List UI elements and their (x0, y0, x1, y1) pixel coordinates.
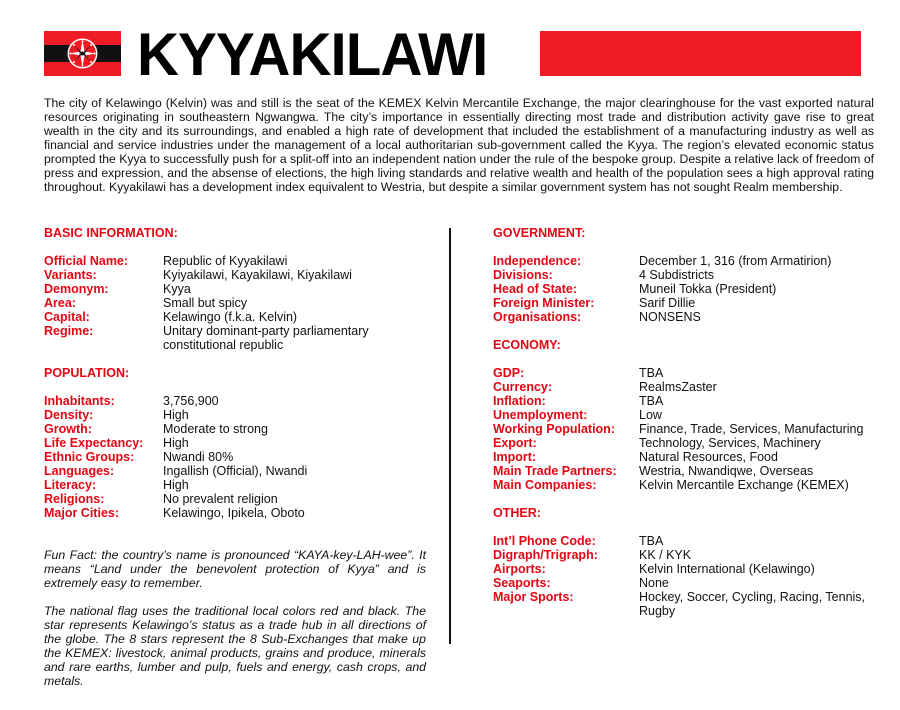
row-label: Airports: (493, 562, 546, 576)
row-label: Main Trade Partners: (493, 464, 617, 478)
row-value: Unitary dominant-party parliamentary constitutional republic (163, 324, 369, 352)
row-label: Import: (493, 450, 537, 464)
row-label: GDP: (493, 366, 525, 380)
row-label: Area: (44, 296, 76, 310)
info-row (493, 534, 893, 548)
row-label: Ethnic Groups: (44, 450, 135, 464)
info-row (493, 548, 893, 562)
row-label: Life Expectancy: (44, 436, 144, 450)
row-value: Small but spicy (163, 296, 248, 310)
info-row (493, 576, 893, 590)
row-value: TBA (639, 394, 664, 408)
row-value: Technology, Services, Machinery (639, 436, 821, 450)
info-row (493, 408, 893, 422)
info-row (44, 324, 426, 352)
info-row (493, 282, 893, 296)
section-heading-government: GOVERNMENT: (493, 226, 586, 240)
info-row (493, 366, 893, 380)
info-row (493, 422, 893, 436)
info-row (44, 492, 426, 506)
row-label: Official Name: (44, 254, 129, 268)
row-value: KK / KYK (639, 548, 692, 562)
row-value: Kelvin Mercantile Exchange (KEMEX) (639, 478, 849, 492)
row-label: Head of State: (493, 282, 578, 296)
row-value: Muneil Tokka (President) (639, 282, 777, 296)
row-label: Inhabitants: (44, 394, 115, 408)
row-label: Major Cities: (44, 506, 120, 520)
section-heading-other: OTHER: (493, 506, 541, 520)
row-label: Working Population: (493, 422, 615, 436)
row-value: Hockey, Soccer, Cycling, Racing, Tennis, Rugby (639, 590, 866, 618)
info-row (493, 464, 893, 478)
left-column (44, 226, 426, 688)
row-label: Digraph/Trigraph: (493, 548, 598, 562)
row-value: TBA (639, 366, 664, 380)
row-label: Variants: (44, 268, 97, 282)
row-label: Organisations: (493, 310, 582, 324)
info-row (44, 478, 426, 492)
row-label: Languages: (44, 464, 115, 478)
row-value: None (639, 576, 669, 590)
info-row (44, 436, 426, 450)
row-value: Ingallish (Official), Nwandi (163, 464, 308, 478)
info-row (44, 408, 426, 422)
row-label: Inflation: (493, 394, 546, 408)
row-label: Major Sports: (493, 590, 574, 604)
fun-fact-note: Fun Fact: the country’s name is pronounced “KAYA-key-LAH-wee”. It means “Land under the benevolent protection of Kyya” and is extremely easy to remember. (44, 548, 426, 590)
section-heading-economy: ECONOMY: (493, 338, 561, 352)
row-value: Low (639, 408, 662, 422)
info-row (493, 562, 893, 576)
row-value: Moderate to strong (163, 422, 268, 436)
row-value: No prevalent religion (163, 492, 278, 506)
row-value: High (163, 436, 189, 450)
row-value: Kelawingo (f.k.a. Kelvin) (163, 310, 298, 324)
section-heading-basic: BASIC INFORMATION: (44, 226, 178, 240)
row-label: Foreign Minister: (493, 296, 595, 310)
row-value: 3,756,900 (163, 394, 219, 408)
row-label: Religions: (44, 492, 105, 506)
info-row (44, 310, 426, 324)
row-label: Regime: (44, 324, 94, 338)
row-value: Kelawingo, Ipikela, Oboto (163, 506, 305, 520)
info-row (493, 380, 893, 394)
row-value: Kyiyakilawi, Kayakilawi, Kiyakilawi (163, 268, 352, 282)
column-divider (449, 228, 451, 644)
row-label: Density: (44, 408, 94, 422)
row-label: Independence: (493, 254, 582, 268)
intro-paragraph: The city of Kelawingo (Kelvin) was and still is the seat of the KEMEX Kelvin Mercantile Exchange, the major clearinghouse for the vast exported natural resources originating in southeastern Ngwangwa. The city’s importance in essentially directing most trade and distribution activity gave rise to great wealth in the city and its surroundings, and enabled a high rate of development that included the establishment of a manufacturing industry as well as financial and service industries under the management of a local authoritarian sub-government called the Kyya. The region’s elevated economic status prompted the Kyya to successfully push for a split-off into an independent nation under the rule of the bespoke group. Despite a relative lack of freedom of press and expression, and the absense of elections, the high living standards and relative wealth and health of the population sees a high approval rating throughout. Kyyakilawi has a development index equivalent to Westria, but despite a similar government system has not sought Realm membership. (44, 96, 874, 194)
row-value: Nwandi 80% (163, 450, 234, 464)
row-value: Finance, Trade, Services, Manufacturing (639, 422, 864, 436)
row-value: December 1, 316 (from Armatirion) (639, 254, 832, 268)
row-label: Capital: (44, 310, 90, 324)
national-flag (44, 31, 121, 76)
row-value: Sarif Dillie (639, 296, 696, 310)
row-value: High (163, 408, 189, 422)
info-row (493, 436, 893, 450)
info-row (44, 296, 426, 310)
row-value: Kyya (163, 282, 191, 296)
info-row (493, 296, 893, 310)
info-row (44, 450, 426, 464)
info-row (44, 282, 426, 296)
info-row (493, 478, 893, 492)
row-label: Divisions: (493, 268, 553, 282)
title-red-bar (540, 31, 861, 76)
country-title: KYYAKILAWI (137, 21, 488, 88)
info-row (493, 590, 893, 618)
flag-description-note: The national flag uses the traditional local colors red and black. The star represents Kelawingo’s status as a trade hub in all directions of the globe. The 8 stars represent the 8 Sub-Exchanges that make up the KEMEX: livestock, animal products, grains and produce, minerals and rare earths, lumber and pulp, fuels and energy, cash crops, and metals. (44, 604, 426, 688)
row-label: Growth: (44, 422, 92, 436)
info-row (44, 464, 426, 478)
row-label: Unemployment: (493, 408, 588, 422)
row-label: Literacy: (44, 478, 97, 492)
row-value: Natural Resources, Food (639, 450, 778, 464)
info-row (44, 506, 426, 520)
info-row (493, 254, 893, 268)
info-row (44, 422, 426, 436)
row-value: TBA (639, 534, 664, 548)
row-label: Export: (493, 436, 537, 450)
info-row (493, 394, 893, 408)
section-heading-population: POPULATION: (44, 366, 130, 380)
row-value: Kelvin International (Kelawingo) (639, 562, 815, 576)
right-column (493, 226, 893, 618)
row-label: Demonym: (44, 282, 109, 296)
info-row (44, 394, 426, 408)
info-row (44, 268, 426, 282)
row-value: Republic of Kyyakilawi (163, 254, 288, 268)
info-row (493, 450, 893, 464)
row-label: Seaports: (493, 576, 551, 590)
row-value: NONSENS (639, 310, 701, 324)
row-value: RealmsZaster (639, 380, 717, 394)
row-label: Int’l Phone Code: (493, 534, 596, 548)
info-row (493, 268, 893, 282)
row-label: Main Companies: (493, 478, 597, 492)
row-value: Westria, Nwandiqwe, Overseas (639, 464, 814, 478)
row-label: Currency: (493, 380, 553, 394)
row-value: High (163, 478, 189, 492)
row-value: 4 Subdistricts (639, 268, 715, 282)
info-row (493, 310, 893, 324)
info-row (44, 254, 426, 268)
